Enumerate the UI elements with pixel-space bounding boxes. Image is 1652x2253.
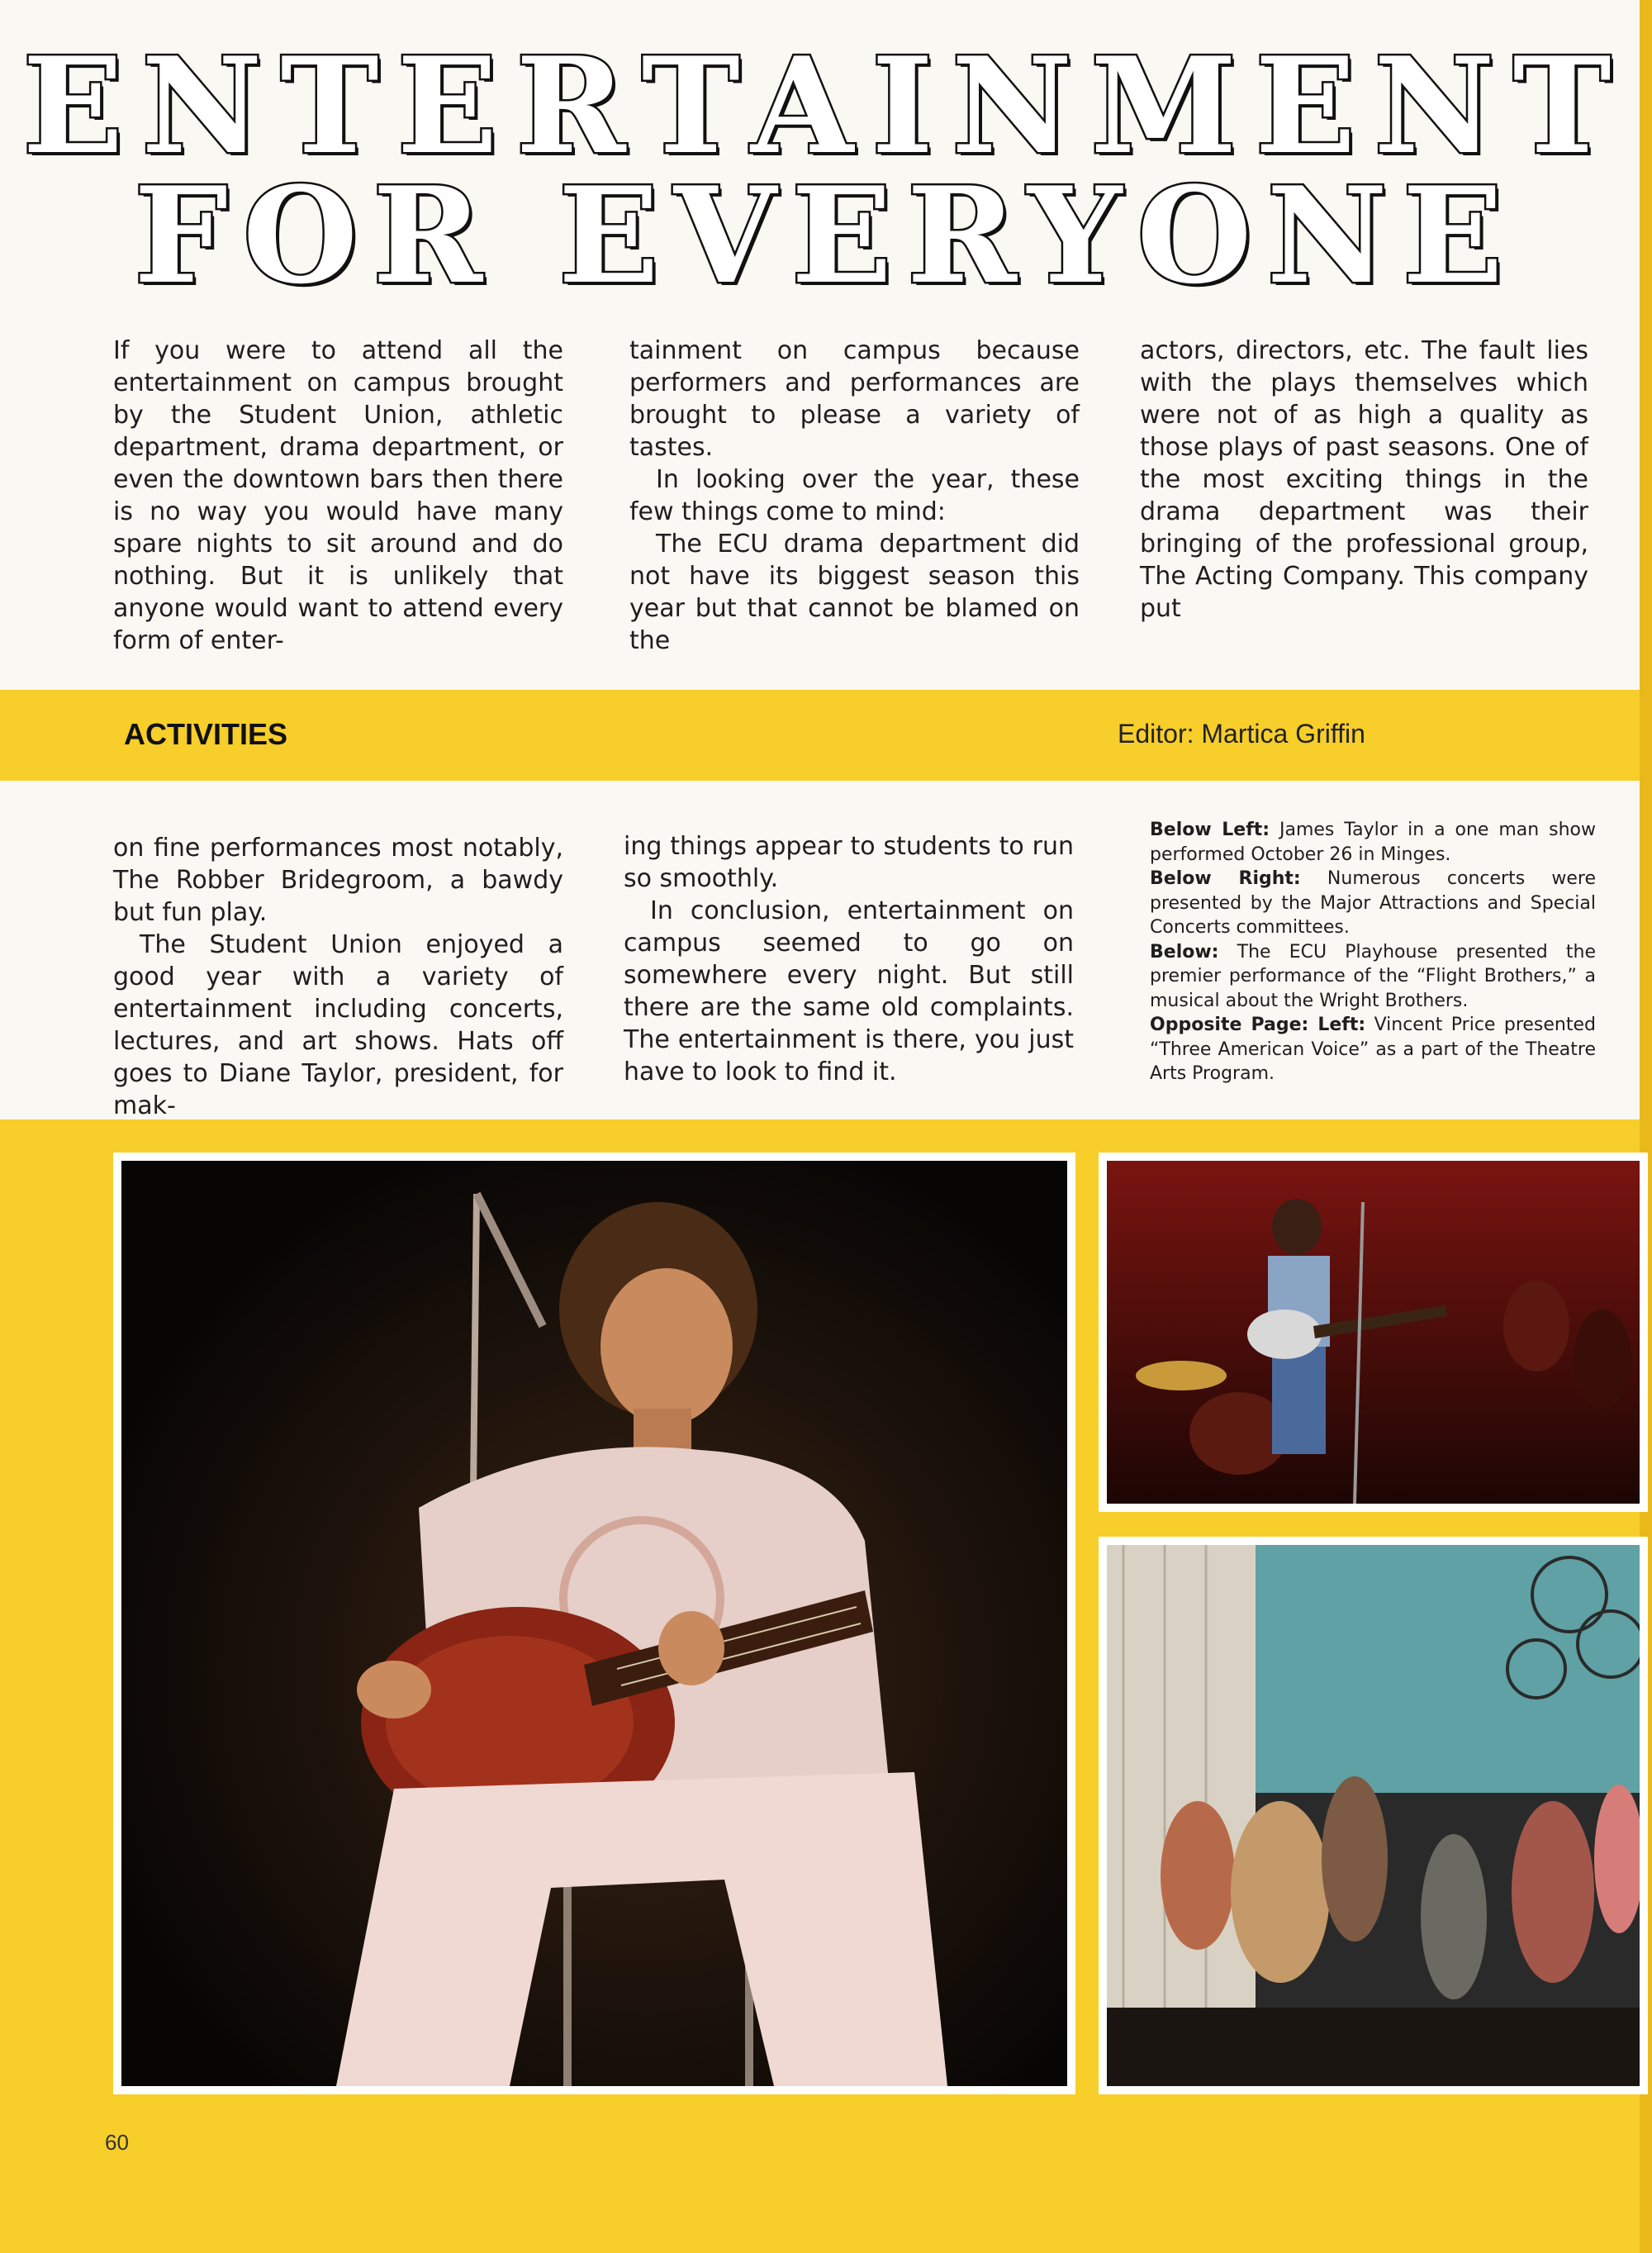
- caption-below-left: Below Left: James Taylor in a one man show performed October 26 in Minges.: [1150, 820, 1596, 865]
- guitarist-photo-illustration: [121, 1161, 1067, 2086]
- headline-line-1: ENTERTAINMENT: [22, 28, 1630, 183]
- article-column-2: [629, 335, 1080, 657]
- caption-below-right: Below Right: Numerous concerts were presented by the Major Attractions and Special Concerts committees.: [1150, 868, 1596, 938]
- section-label: ACTIVITIES: [124, 717, 288, 751]
- paragraph: ing things appear to students to run so smoothly.: [624, 832, 1074, 893]
- page-number: 60: [105, 2130, 129, 2155]
- headline-line-2: FOR EVERYONE: [134, 158, 1518, 313]
- paragraph: on fine performances most notably, The Robber Bridegroom, a bawdy but fun play.: [113, 834, 563, 927]
- photo-musical: [1099, 1537, 1648, 2094]
- article-column-1: [113, 335, 563, 657]
- paragraph: tainment on campus because performers and performances are brought to please a variety of tastes.: [629, 336, 1080, 462]
- musical-photo-illustration: [1107, 1545, 1640, 2086]
- caption-opposite-page: Opposite Page: Left: Vincent Price presented “Three American Voice” as a part of the Theatre Arts Program.: [1150, 1015, 1596, 1084]
- concert-photo-illustration: [1107, 1161, 1640, 1504]
- paragraph: The Student Union enjoyed a good year with a variety of entertainment including concerts, lectures, and art shows. Hats off goes to Diane Taylor, president, for mak-: [113, 930, 563, 1120]
- caption-below: Below: The ECU Playhouse presented the premier performance of the “Flight Brothers,” a musical about the Wright Brothers.: [1150, 941, 1596, 1011]
- paragraph: In looking over the year, these few things come to mind:: [629, 465, 1080, 526]
- paragraph: actors, directors, etc. The fault lies with the plays themselves which were not of as high a quality as those plays of past seasons. One of the most exciting things in the drama department was their bringing of the professional group, The Acting Company. This company put: [1140, 336, 1588, 623]
- editor-credit: Editor: Martica Griffin: [1118, 719, 1365, 749]
- article-column-3: [1140, 335, 1588, 625]
- paragraph: If you were to attend all the entertainment on campus brought by the Student Union, athletic department, drama department, or even the downtown bars then there is no way you would have many spare nights to sit around and do nothing. But it is unlikely that anyone would want to attend every form of enter-: [113, 336, 563, 655]
- article-column-4: [113, 832, 563, 1122]
- photo-captions: [1150, 818, 1596, 1086]
- photo-concert: [1099, 1153, 1648, 1512]
- paragraph: In conclusion, entertainment on campus seemed to go on somewhere every night. But still there are the same old complaints. The entertainment is there, you just have to look to find it.: [624, 896, 1074, 1086]
- article-column-5: [624, 830, 1074, 1088]
- paragraph: The ECU drama department did not have its biggest season this year but that cannot be blamed on the: [629, 530, 1080, 655]
- photo-guitarist: [113, 1153, 1075, 2094]
